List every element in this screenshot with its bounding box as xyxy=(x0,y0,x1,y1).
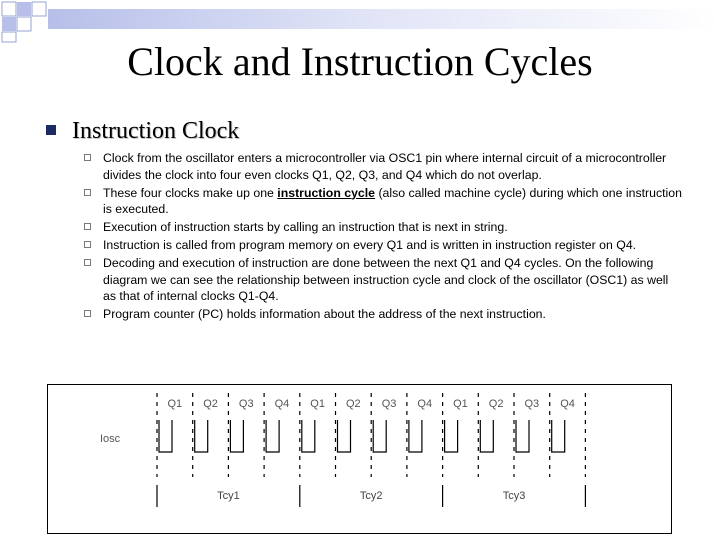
cycle-label: Tcy3 xyxy=(502,490,526,502)
bullet-list xyxy=(84,150,684,324)
hollow-square-bullet-icon xyxy=(84,154,91,161)
bullet-text-start: These four clocks make up one xyxy=(103,185,278,200)
cycle-label: Tcy1 xyxy=(217,490,240,502)
phase-label: Q3 xyxy=(381,398,397,410)
top-gradient-bar xyxy=(48,9,720,29)
iosc-label: Iosc xyxy=(100,433,121,445)
clock-waveform xyxy=(159,420,565,452)
bullet-item xyxy=(84,237,684,254)
bullet-item xyxy=(84,150,684,183)
page-title: Clock and Instruction Cycles xyxy=(127,39,593,84)
phase-label: Q4 xyxy=(274,398,290,410)
phase-label: Q2 xyxy=(346,398,361,410)
hollow-square-bullet-icon xyxy=(84,259,91,266)
hollow-square-bullet-icon xyxy=(84,189,91,196)
filled-square-bullet-icon xyxy=(46,125,56,135)
bullet-item xyxy=(84,306,684,323)
cycle-labels xyxy=(217,490,525,502)
bullet-text: Execution of instruction starts by calling an instruction that is next in string. xyxy=(103,220,508,234)
hollow-square-bullet-icon xyxy=(84,223,91,230)
bullet-text: Decoding and execution of instruction are done between the next Q1 and Q4 cycles. On the following diagram we can see the relationship between instruction cycle and clock of the oscillator (OSC1) as well as that of internal clocks Q1-Q4. xyxy=(103,256,669,303)
bullet-item xyxy=(84,255,684,305)
bullet-text: Instruction is called from program memory on every Q1 and is written in instruction register on Q4. xyxy=(103,238,637,252)
phase-divider-lines xyxy=(157,393,585,477)
phase-label: Q4 xyxy=(417,398,433,410)
section-title: Instruction Clock xyxy=(72,118,240,144)
clock-pulses xyxy=(159,420,565,452)
bullet-text: Program counter (PC) holds information about the address of the next instruction. xyxy=(103,307,546,321)
bullet-text: Clock from the oscillator enters a microcontroller via OSC1 pin where internal circuit of a microcontroller divides the clock into four even clocks Q1, Q2, Q3, and Q4 which do not overlap. xyxy=(103,151,667,182)
phase-label: Q4 xyxy=(560,398,575,410)
instruction-cycle-term: instruction cycle xyxy=(277,185,376,200)
phase-label: Q1 xyxy=(310,398,325,410)
bullet-text-end: (also called machine cycle) during which one instruction is executed. xyxy=(103,185,682,216)
phase-label: Q2 xyxy=(203,398,218,410)
phase-label: Q3 xyxy=(524,398,540,410)
phase-label: Q2 xyxy=(488,398,504,410)
cycle-label: Tcy2 xyxy=(359,490,383,502)
hollow-square-bullet-icon xyxy=(84,241,91,248)
timing-diagram xyxy=(47,384,672,534)
hollow-square-bullet-icon xyxy=(84,310,91,317)
bullet-item xyxy=(84,185,684,218)
phase-label: Q1 xyxy=(453,398,468,410)
bullet-item xyxy=(84,219,684,236)
timing-diagram-svg xyxy=(48,385,673,535)
phase-label: Q3 xyxy=(238,398,254,410)
phase-label: Q1 xyxy=(167,398,183,410)
